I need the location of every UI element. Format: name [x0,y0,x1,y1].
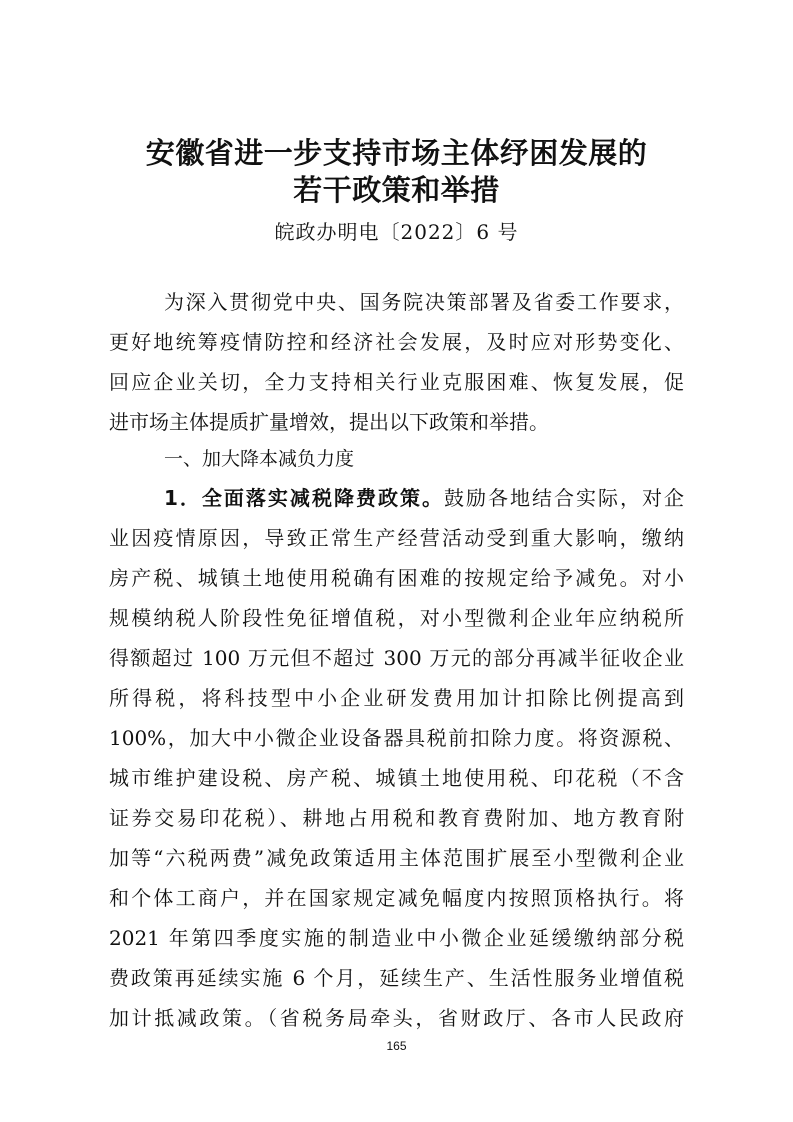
item-1-line: 业因疫情原因，导致正常生产经营活动受到重大影响，缴纳 [109,526,684,550]
intro-line: 为深入贯彻党中央、国务院决策部署及省委工作要求， [164,290,684,314]
item-1-first-line-rest: 鼓励各地结合实际，对企 [443,486,685,510]
intro-line: 回应企业关切，全力支持相关行业克服困难、恢复发展，促 [109,370,684,394]
item-1-line: 和个体工商户，并在国家规定减免幅度内按照顶格执行。将 [109,886,684,910]
item-1-line: 规模纳税人阶段性免征增值税，对小型微利企业年应纳税所 [109,606,684,630]
item-1-first-line [164,484,684,512]
intro-line: 更好地统筹疫情防控和经济社会发展，及时应对形势变化、 [109,330,684,354]
item-1-line: 城市维护建设税、房产税、城镇土地使用税、印花税（不含 [109,766,684,790]
document-title-line-2: 若干政策和举措 [293,173,500,207]
item-1-lead: 1．全面落实减税降费政策。 [164,486,444,510]
item-1-line: 2021 年第四季度实施的制造业中小微企业延缓缴纳部分税 [109,926,684,950]
document-number: 皖政办明电〔2022〕6 号 [274,220,519,244]
item-1-line: 费政策再延续实施 6 个月，延续生产、生活性服务业增值税 [109,966,684,990]
item-1-line: 得额超过 100 万元但不超过 300 万元的部分再减半征收企业 [109,646,684,670]
item-1-line: 100%，加大中小微企业设备器具税前扣除力度。将资源税、 [109,726,684,750]
item-1-line: 证券交易印花税）、耕地占用税和教育费附加、地方教育附 [109,806,684,830]
item-1-line: 加等“六税两费”减免政策适用主体范围扩展至小型微利企业 [109,846,684,870]
document-title-line-1: 安徽省进一步支持市场主体纾困发展的 [145,136,648,170]
item-1-line: 房产税、城镇土地使用税确有困难的按规定给予减免。对小 [109,566,684,590]
page-number: 165 [386,1039,407,1053]
section-heading: 一、加大降本减负力度 [164,448,355,470]
item-1-line: 所得税，将科技型中小企业研发费用加计扣除比例提高到 [109,686,684,710]
item-1-line: 加计抵减政策。（省税务局牵头，省财政厅、各市人民政府 [109,1006,684,1030]
intro-line: 进市场主体提质扩量增效，提出以下政策和举措。 [109,410,549,434]
